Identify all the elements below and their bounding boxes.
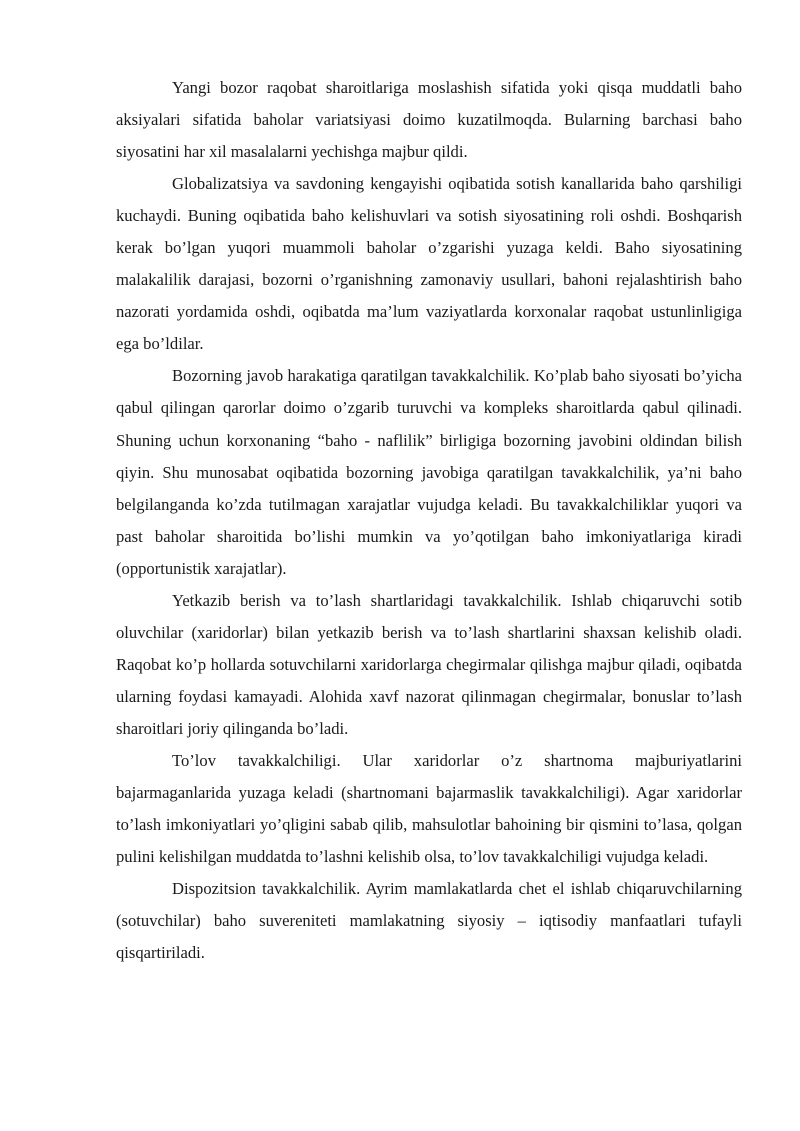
paragraph-dispositional-risk: Dispozitsion tavakkalchilik. Ayrim mamlakatlarda chet el ishlab chiqaruvchilarning (sotuvchilar) baho suvereniteti mamlakatning siyosiy – iqtisodiy manfaatlari tufayli qisqartiriladi. bbox=[116, 879, 742, 963]
paragraph-delivery-payment-risk: Yetkazib berish va to’lash shartlaridagi tavakkalchilik. Ishlab chiqaruvchi sotib oluvchilar (xaridorlar) bilan yetkazib berish va to’lash shartlarini shaxsan kelishib oladi. Raqobat ko’p hollarda sotuvchilarni xaridorlarga chegirmalar qilishga majbur qiladi, oqibatda ularning foydasi kamayadi. Alohida xavf nazorat qilinmagan chegirmalar, bonuslar to’lash sharoitlari joriy qilinganda bo’ladi. bbox=[116, 590, 742, 738]
paragraph-market-response-risk: Bozorning javob harakatiga qaratilgan tavakkalchilik. Ko’plab baho siyosati bo’yicha qabul qilingan qarorlar doimo o’zgarib turuvchi va kompleks sharoitlarda qabul qilinadi. Shuning uchun korxonaning “baho - naflilik” birligiga bozorning javobini oldindan bilish qiyin. Shu munosabat oqibatida bozorning javobiga qaratilgan tavakkalchilik, ya’ni baho belgilanganda ko’zda tutilmagan xarajatlar vujudga keladi. Bu tavakkalchiliklar yuqori va past baholar sharoitida bo’lishi mumkin va yo’qotilgan baho imkoniyatlariga kiradi (opportunistik xarajatlar). bbox=[116, 366, 742, 578]
paragraph-price-variations: Yangi bozor raqobat sharoitlariga moslashish sifatida yoki qisqa muddatli baho aksiyalari sifatida baholar variatsiyasi doimo kuzatilmoqda. Bularning barchasi baho siyosatini har xil masalalarni yechishga majbur qildi. bbox=[116, 78, 742, 162]
paragraph-globalization: Globalizatsiya va savdoning kengayishi oqibatida sotish kanallarida baho qarshiligi kuchaydi. Buning oqibatida baho kelishuvlari va sotish siyosatining roli oshdi. Boshqarish kerak bo’lgan yuqori muammoli baholar o’zgarishi yuzaga keldi. Baho siyosatining malakalilik darajasi, bozorni o’rganishning zamonaviy usullari, bahoni rejalashtirish baho nazorati yordamida oshdi, oqibatda ma’lum vaziyatlarda korxonalar raqobat ustunlinligiga ega bo’ldilar. bbox=[116, 174, 742, 354]
document-page bbox=[116, 72, 742, 969]
paragraph-payment-risk: To’lov tavakkalchiligi. Ular xaridorlar o’z shartnoma majburiyatlarini bajarmaganlarida yuzaga keladi (shartnomani bajarmaslik tavakkalchiligi). Agar xaridorlar to’lash imkoniyatlari yo’qligini sabab qilib, mahsulotlar bahoining bir qismini to’lasa, qolgan pulini kelishilgan muddatda to’lashni kelishib olsa, to’lov tavakkalchiligi vujudga keladi. bbox=[116, 750, 742, 867]
